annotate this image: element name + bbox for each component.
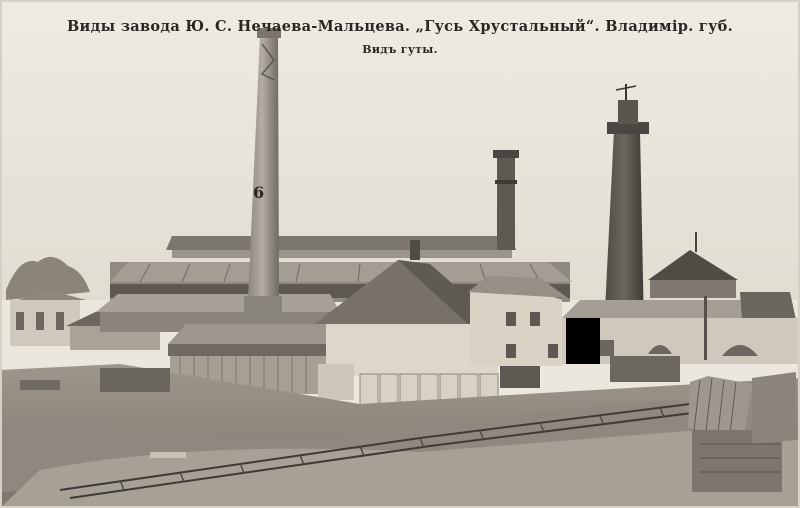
postcard-subtitle: Видъ гуты. bbox=[362, 43, 438, 56]
wooden-sheds-right bbox=[688, 372, 796, 492]
postcard-title: Виды завода Ю. С. Нечаева-Мальцева. „Гусь Хрустальный“. Владимір. губ. bbox=[67, 18, 733, 35]
chimney-number: 6 bbox=[253, 183, 265, 202]
